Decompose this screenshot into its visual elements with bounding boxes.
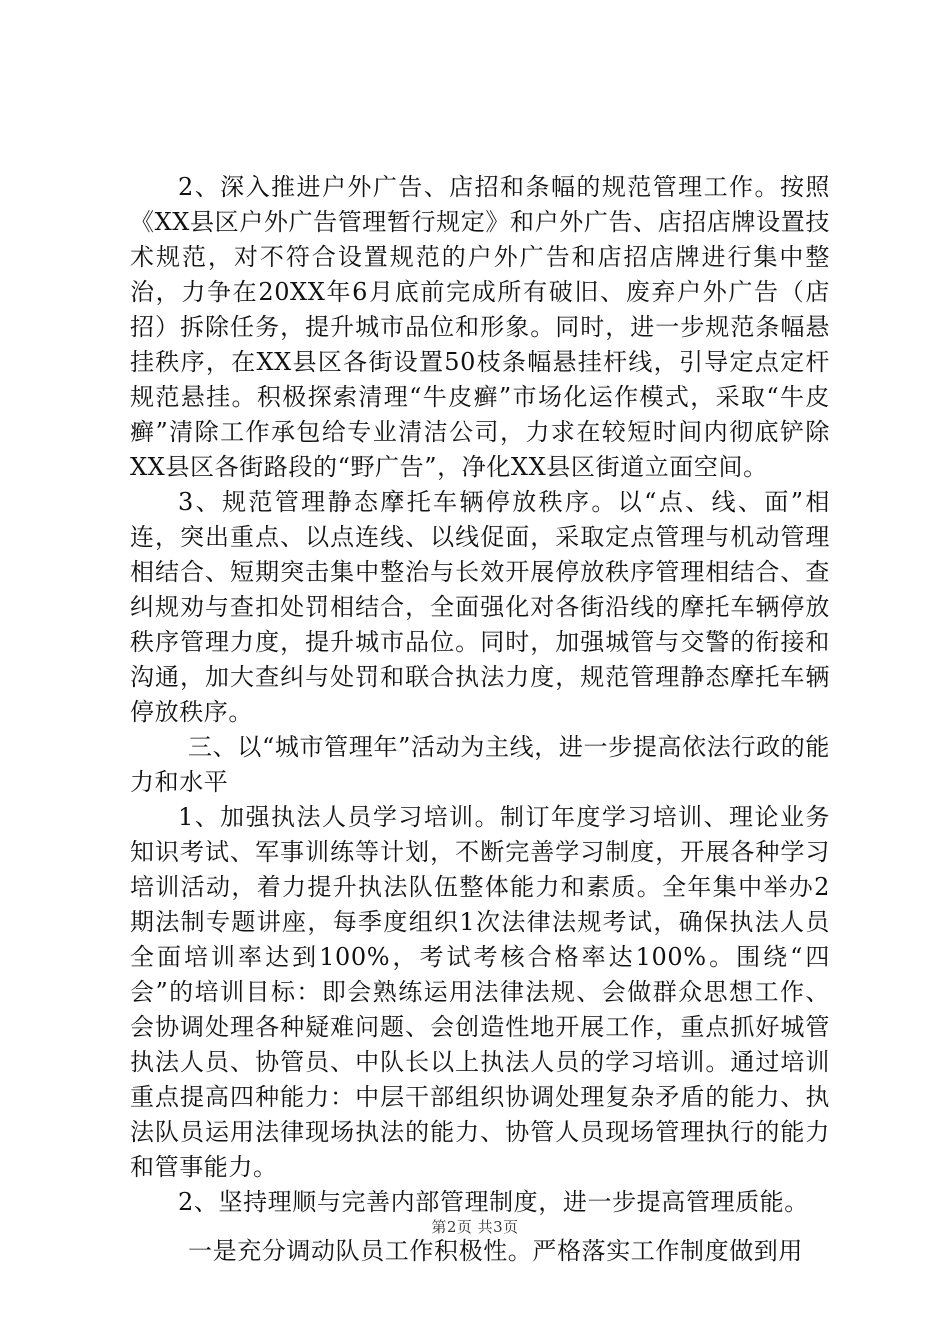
- page-number-footer: 第2页 共3页: [431, 1218, 519, 1236]
- paragraph-internal-management: 2、坚持理顺与完善内部管理制度，进一步提高管理质能。: [178, 1188, 809, 1216]
- section-heading: 三、以“城市管理年”活动为主线，进一步提高依法行政的能力和水平: [130, 733, 830, 796]
- document-body: [130, 170, 830, 1269]
- paragraph-outdoor-ads: 2、深入推进户外广告、店招和条幅的规范管理工作。按照《XX县区户外广告管理暂行规定》和户外广告、店招店牌设置技术规范，对不符合设置规范的户外广告和店招店牌进行集中整治，力争在20XX年6月底前完成所有破旧、废弃户外广告（店招）拆除任务，提升城市品位和形象。同时，进一步规范条幅悬挂秩序，在XX县区各街设置50枝条幅悬挂杆线，引导定点定杆规范悬挂。积极探索清理“牛皮癣”市场化运作模式，采取“牛皮癣”清除工作承包给专业清洁公司，力求在较短时间内彻底铲除XX县区各街路段的“野广告”，净化XX县区街道立面空间。: [130, 173, 830, 481]
- paragraph-training: 1、加强执法人员学习培训。制订年度学习培训、理论业务知识考试、军事训练等计划，不断完善学习制度，开展各种学习培训活动，着力提升执法队伍整体能力和素质。全年集中举办2期法制专题讲座，每季度组织1次法律法规考试，确保执法人员全面培训率达到100%，考试考核合格率达100%。围绕“四会”的培训目标：即会熟练运用法律法规、会做群众思想工作、会协调处理各种疑难问题、会创造性地开展工作，重点抓好城管执法人员、协管员、中队长以上执法人员的学习培训。通过培训重点提高四种能力：中层干部组织协调处理复杂矛盾的能力、执法队员运用法律现场执法的能力、协管人员现场管理执行的能力和管事能力。: [130, 803, 830, 1181]
- paragraph-motivation: 一是充分调动队员工作积极性。严格落实工作制度做到用: [188, 1237, 803, 1265]
- paragraph-motorcycle-parking: 3、规范管理静态摩托车辆停放秩序。以“点、线、面”相连，突出重点、以点连线、以线促面，采取定点管理与机动管理相结合、短期突击集中整治与长效开展停放秩序管理相结合、查纠规劝与查扣处罚相结合，全面强化对各街沿线的摩托车辆停放秩序管理力度，提升城市品位。同时，加强城管与交警的衔接和沟通，加大查纠与处罚和联合执法力度，规范管理静态摩托车辆停放秩序。: [130, 488, 830, 726]
